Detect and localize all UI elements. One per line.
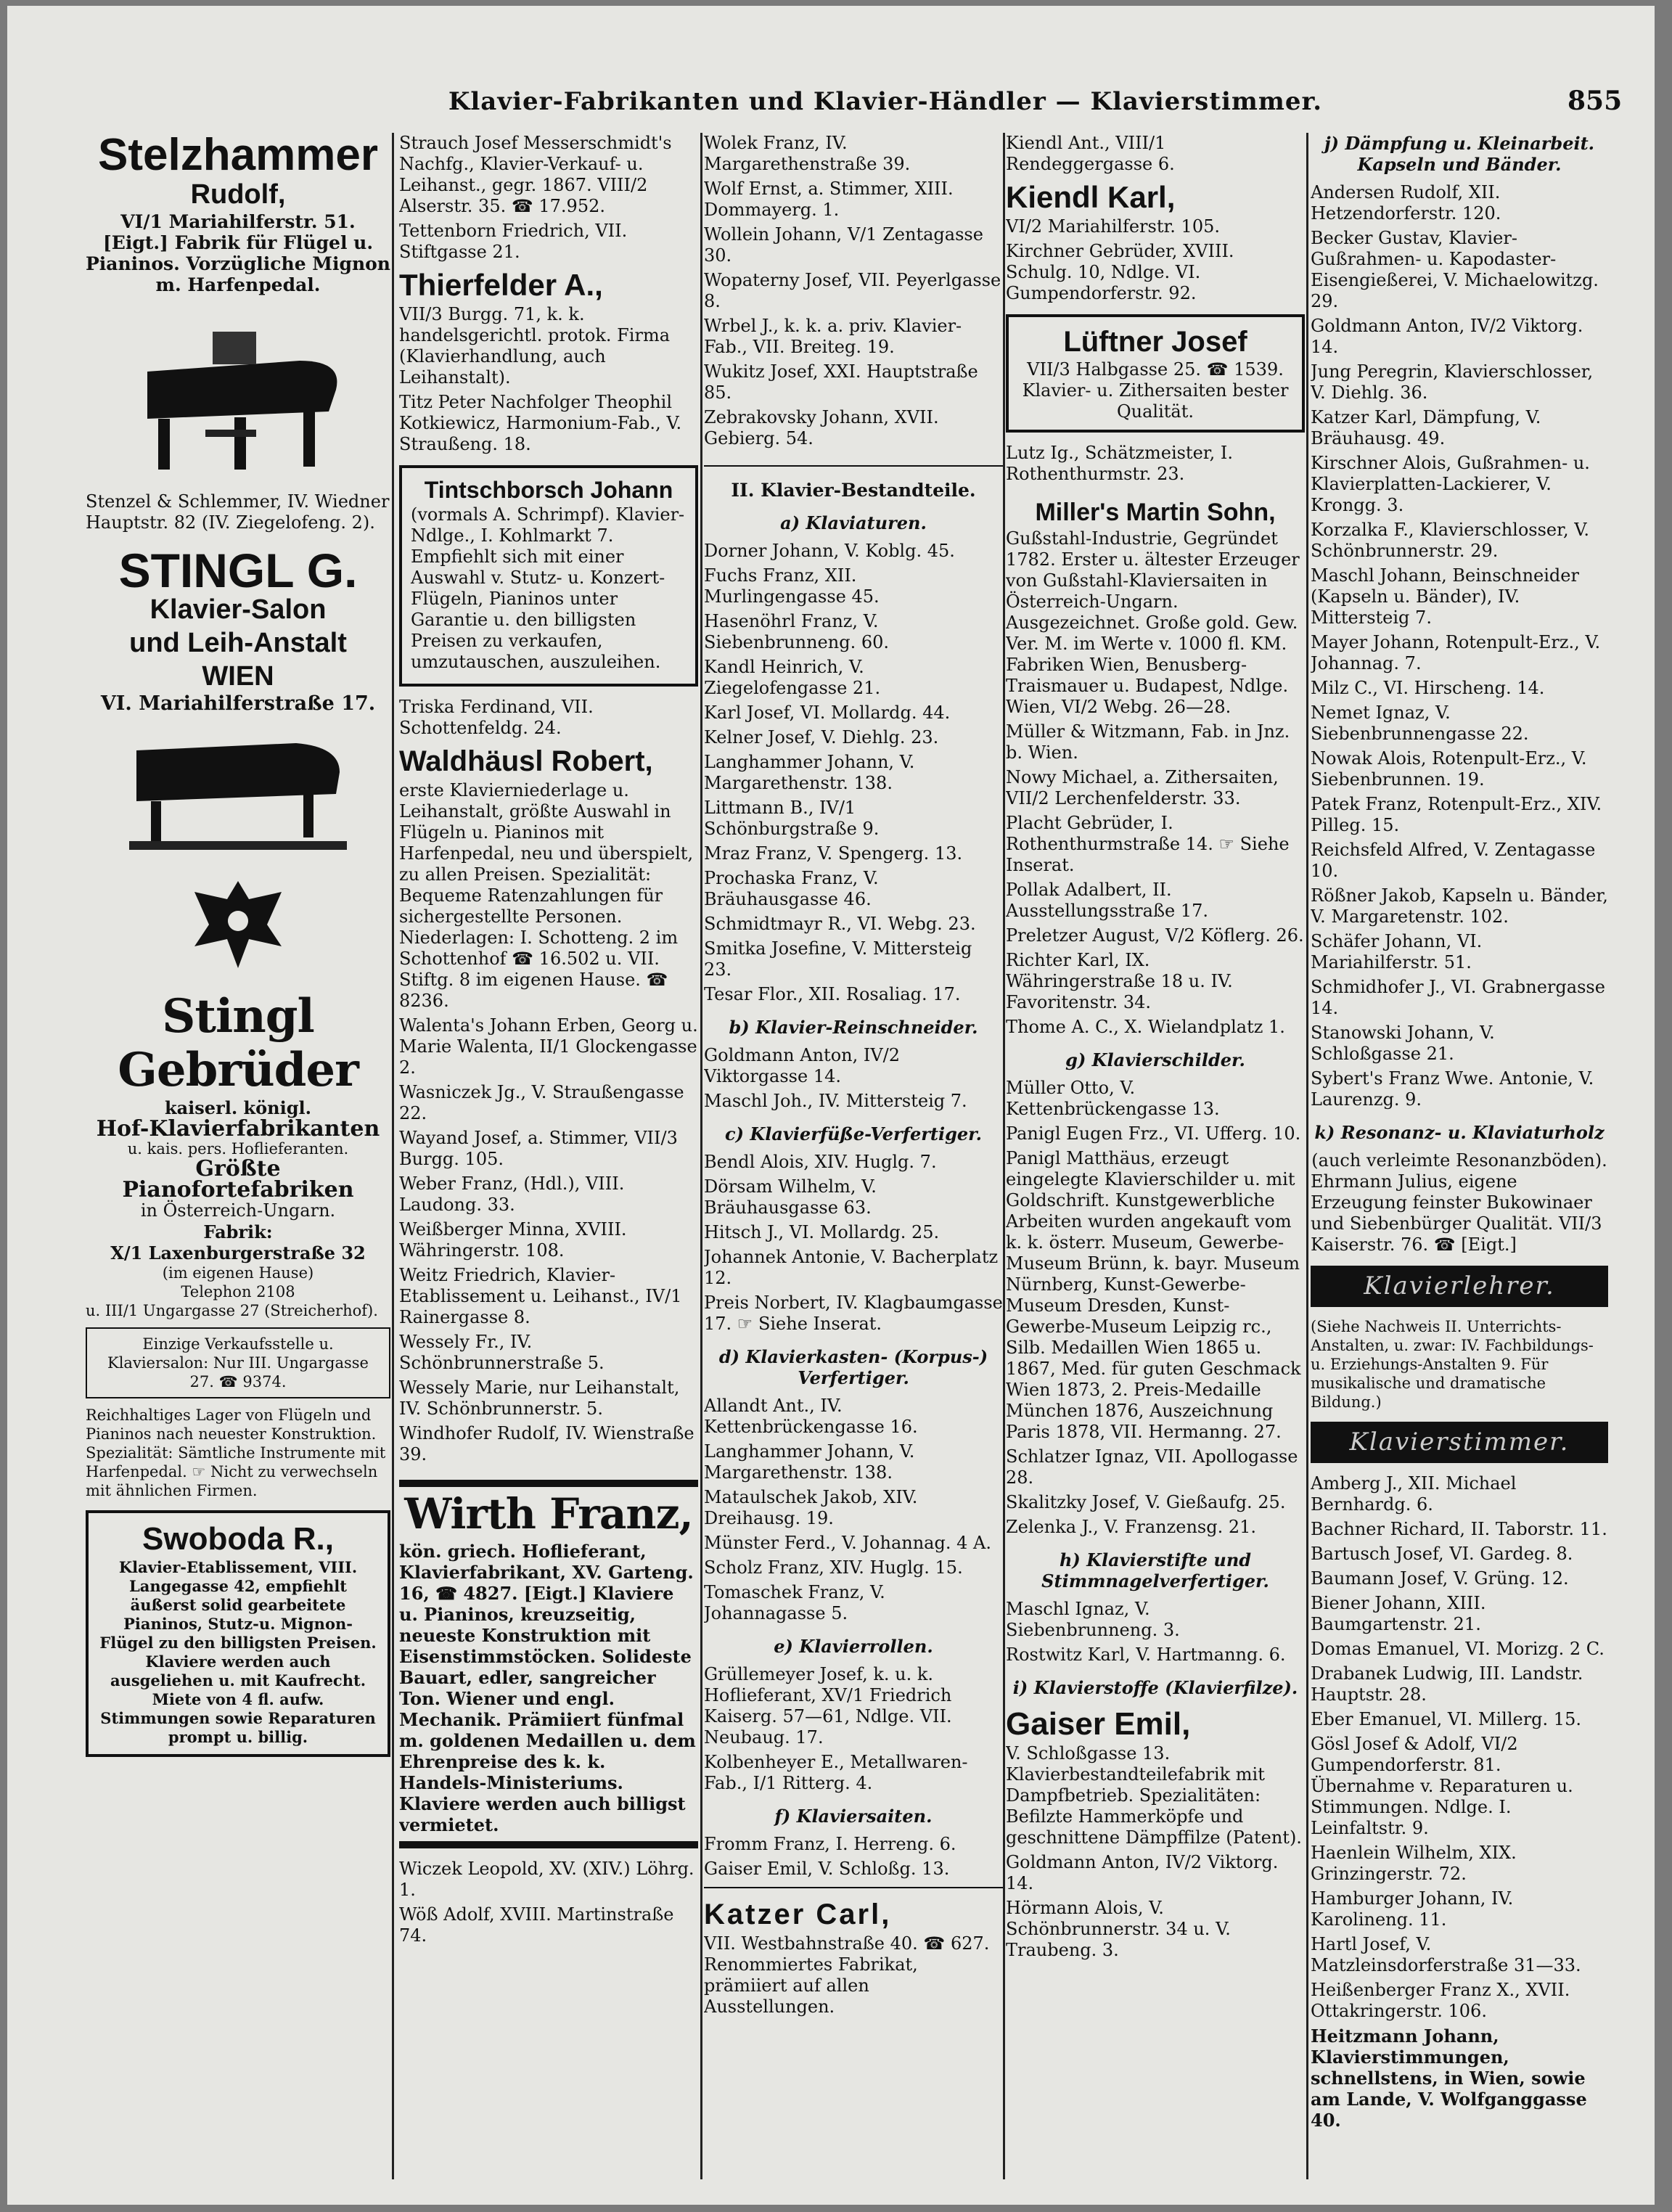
entry: Nowak Alois, Rotenpult-Erz., V. Siebenbrunnen. 19.	[1311, 748, 1587, 790]
entry: Wiczek Leopold, XV. (XIV.) Löhrg. 1.	[399, 1859, 694, 1900]
ad-stingl-gebrueder-line9: Telephon 2108	[181, 1283, 295, 1300]
entry: Triska Ferdinand, VII. Schottenfeldg. 24.	[399, 697, 594, 738]
entry: Hörmann Alois, V. Schönbrunnerstr. 34 u. V. Traubeng. 3.	[1006, 1898, 1231, 1960]
entry: Kiendl Ant., VIII/1 Rendeggergasse 6.	[1006, 133, 1175, 174]
entry: Zelenka J., V. Franzensg. 21.	[1006, 1517, 1257, 1537]
ad-swoboda-text: Klavier-Etablissement, VIII. Langegasse 42, empfiehlt äußerst solid gearbeitete Pianinos, Stutz-u. Mignon-Flügel zu den billigsten Preisen. Klaviere werden auch ausgeliehen u. mit Kaufrecht. Miete von 4 fl. aufw. Stimmungen sowie Reparaturen prompt u. billig.	[99, 1558, 377, 1746]
section-heading: II. Klavier-Bestandteile.	[731, 480, 976, 501]
entry: Kolbenheyer E., Metallwaren-Fab., I/1 Ritterg. 4.	[704, 1752, 968, 1793]
entry: Heißenberger Franz X., XVII. Ottakringerstr. 106.	[1311, 1980, 1570, 2021]
ad-wirth-name: Wirth Franz,	[404, 1489, 693, 1539]
subsection-heading: c) Klavierfüße-Verfertiger.	[725, 1123, 982, 1144]
entry: Maschl Joh., IV. Mittersteig 7.	[704, 1091, 967, 1111]
entry: Schlatzer Ignaz, VII. Apollogasse 28.	[1006, 1446, 1298, 1488]
entry: Nowy Michael, a. Zithersaiten, VII/2 Lerchenfelderstr. 33.	[1006, 767, 1279, 808]
entry: Titz Peter Nachfolger Theophil Kotkiewicz, Harmonium-Fab., V. Straußeng. 18.	[399, 392, 682, 454]
entry: Strauch Josef Messerschmidt's Nachfg., Klavier-Verkauf- u. Leihanst., gegr. 1867. VIII/2 Alserstr. 35. ☎ 17.952.	[399, 133, 672, 216]
entry: Tomaschek Franz, V. Johannagasse 5.	[704, 1582, 885, 1623]
ad-stingl-gebrueder-line5: in Österreich-Ungarn.	[140, 1200, 336, 1221]
ad-stingl-gebrueder-line1: kaiserl. königl.	[164, 1097, 311, 1118]
entry: Schmidtmayr R., VI. Webg. 23.	[704, 914, 976, 934]
subsection-heading: a) Klaviaturen.	[780, 512, 927, 533]
entry: Katzer Karl, Dämpfung, V. Bräuhausg. 49.	[1311, 407, 1541, 448]
grand-piano-illustration	[118, 303, 358, 484]
entry: Hitsch J., VI. Mollardg. 25.	[704, 1222, 940, 1242]
entry: Preletzer August, V/2 Köflerg. 26.	[1006, 925, 1304, 946]
entry: Lutz Ig., Schätzmeister, I. Rothenthurmstr. 23.	[1006, 443, 1233, 484]
entry: Panigl Matthäus, erzeugt eingelegte Klavierschilder u. mit Goldschrift. Kunstgewerbliche Arbeiten wurden angekauft vom k. k. österr. Museum, Gewerbe-Museum Brünn, k. bayr. Museum Nürnberg, Kunst-Gewerbe-Museum Dresden, Kunst-Gewerbe-Museum Leipzig rc., Silb. Medaillen Wien 1865 u. 1867, Med. für guten Geschmack Wien 1873, 2. Preis-Medaille München 1876, Auszeichnung Paris 1878, VII. Hermanng. 27.	[1006, 1148, 1301, 1442]
entry: Thome A. C., X. Wielandplatz 1.	[1006, 1017, 1285, 1037]
section-rule	[704, 1887, 1003, 1888]
entry: Münster Ferd., V. Johannag. 4 A.	[704, 1533, 991, 1553]
entry: Korzalka F., Klavierschlosser, V. Schönbrunnerstr. 29.	[1311, 520, 1589, 561]
section-band: Klavierlehrer.	[1311, 1266, 1608, 1307]
entry: Fromm Franz, I. Herreng. 6.	[704, 1834, 956, 1854]
entry: Wollein Johann, V/1 Zentagasse 30.	[704, 224, 983, 266]
ad-miller-text: Gußstahl-Industrie, Gegründet 1782. Erster u. ältester Erzeuger von Gußstahl-Klaviersaiten in Österreich-Ungarn. Ausgezeichnet. Große gold. Gew. Ver. M. im Werte v. 1000 fl. KM. Fabriken Wien, Benusberg-Traismauer u. Budapest, Ndlge. Wien, VI/2 Webg. 26—28.	[1006, 528, 1300, 717]
ad-stingl-g-line3: WIEN	[202, 661, 274, 692]
running-title: Klavier-Fabrikanten und Klavier-Händler — Klavierstimmer.	[448, 87, 1323, 116]
entry: Karl Josef, VI. Mollardg. 44.	[704, 702, 951, 723]
entry: Goldmann Anton, IV/2 Viktorg. 14.	[1311, 316, 1583, 357]
entry: Schmidhofer J., VI. Grabnergasse 14.	[1311, 977, 1605, 1018]
ad-stingl-g-line2: und Leih-Anstalt	[129, 628, 347, 658]
entry: Richter Karl, IX. Währingerstraße 18 u. IV. Favoritenstr. 34.	[1006, 950, 1233, 1012]
subsection-heading: g) Klavierschilder.	[1065, 1049, 1245, 1070]
subsection-note: (auch verleimte Resonanzböden).	[1311, 1150, 1607, 1171]
entry: Tesar Flor., XII. Rosaliag. 17.	[704, 984, 961, 1004]
entry: Weber Franz, (Hdl.), VIII. Laudong. 33.	[399, 1173, 625, 1215]
entry: Wolf Ernst, a. Stimmer, XIII. Dommayerg. 1.	[704, 179, 954, 220]
entry: Weitz Friedrich, Klavier-Etablissement u. Leihanst., IV/1 Rainergasse 8.	[399, 1265, 682, 1327]
entry: Haenlein Wilhelm, XIX. Grinzingerstr. 72.	[1311, 1843, 1517, 1884]
ad-stingl-gebrueder-line6: Fabrik:	[203, 1221, 273, 1242]
entry: Müller & Witzmann, Fab. in Jnz. b. Wien.	[1006, 721, 1290, 763]
ad-stingl-gebrueder-line3: u. kais. pers. Hoflieferanten.	[127, 1140, 349, 1158]
entry: Nemet Ignaz, V. Siebenbrunnengasse 22.	[1311, 702, 1529, 744]
ad-tintschborsch-text: (vormals A. Schrimpf). Klavier-Ndlge., I. Kohlmarkt 7. Empfiehlt sich mit einer Auswahl v. Stutz- u. Konzert-Flügeln, Pianinos unter Garantie u. den billigsten Preisen zu verkaufen, umzutauschen, auszuleihen.	[411, 504, 685, 672]
subsection-heading: e) Klavierrollen.	[774, 1636, 933, 1657]
entry: Rößner Jakob, Kapseln u. Bänder, V. Margaretenstr. 102.	[1311, 885, 1608, 927]
column-1	[86, 133, 390, 2194]
entry: Placht Gebrüder, I. Rothenthurmstraße 14. ☞ Siehe Inserat.	[1006, 813, 1290, 875]
ad-gaiser-text: V. Schloßgasse 13. Klavierbestandteilefabrik mit Dampfbetrieb. Spezialitäten: Befilzte Hammerköpfe und geschnittene Dämpffilze (Patent).	[1006, 1743, 1302, 1848]
ad-gaiser-name: Gaiser Emil,	[1006, 1706, 1191, 1742]
ad-luftner-box	[1006, 314, 1305, 433]
entry: Windhofer Rudolf, IV. Wienstraße 39.	[399, 1423, 694, 1465]
column-rule	[1003, 133, 1005, 2179]
entry: Fuchs Franz, XII. Murlingengasse 45.	[704, 565, 880, 607]
column-4	[1006, 133, 1305, 2194]
entry: Drabanek Ludwig, III. Landstr. Hauptstr. 28.	[1311, 1663, 1583, 1705]
cross-reference-note: (Siehe Nachweis II. Unterrichts-Anstalten, u. zwar: IV. Fachbildungs- u. Erziehungs-Anstalten 9. Für musikalische und dramatische Bildung.)	[1311, 1318, 1594, 1411]
entry: Allandt Ant., IV. Kettenbrückengasse 16.	[704, 1396, 918, 1437]
entry: Pollak Adalbert, II. Ausstellungsstraße 17.	[1006, 880, 1208, 921]
entry: Andersen Rudolf, XII. Hetzendorferstr. 120.	[1311, 182, 1501, 224]
ad-stingl-gebrueder-line4: Größte Pianofortefabriken	[122, 1156, 354, 1203]
ad-thierfelder-text: VII/3 Burgg. 71, k. k. handelsgerichtl. protok. Firma (Klavierhandlung, auch Leihanstalt).	[399, 304, 671, 388]
entry: Dörsam Wilhelm, V. Bräuhausgasse 63.	[704, 1176, 877, 1218]
entry: Grüllemeyer Josef, k. u. k. Hoflieferant, XV/1 Friedrich Kaiserg. 57—61, Ndlge. VII. Neubaug. 17.	[704, 1664, 952, 1748]
entry: Gaiser Emil, V. Schloßg. 13.	[704, 1859, 950, 1879]
entry: Dorner Johann, V. Koblg. 45.	[704, 541, 955, 561]
entry: Panigl Eugen Frz., VI. Ufferg. 10.	[1006, 1123, 1301, 1144]
ad-stelzhammer-first: Rudolf,	[190, 179, 286, 210]
entry: Wopaterny Josef, VII. Peyerlgasse 8.	[704, 270, 1001, 311]
entry: Wayand Josef, a. Stimmer, VII/3 Burgg. 105.	[399, 1128, 678, 1169]
ad-wirth-text: kön. griech. Hoflieferant, Klavierfabrikant, XV. Garteng. 16, ☎ 4827. [Eigt.] Klaviere u. Pianinos, kreuzseitig, neueste Konstruktion mit Eisenstimmstöcken. Solideste Bauart, edler, sangreicher Ton. Wiener und engl. Mechanik. Prämiiert fünfmal m. goldenen Medaillen u. dem Ehrenpreise des k. k. Handels-Ministeriums. Klaviere werden auch billigst vermietet.	[399, 1541, 696, 1835]
ad-stingl-gebrueder-name: Stingl Gebrüder	[118, 989, 358, 1097]
entry: Scholz Franz, XIV. Huglg. 15.	[704, 1557, 963, 1578]
entry: Wukitz Josef, XXI. Hauptstraße 85.	[704, 361, 978, 403]
ad-waldhaeusl-name: Waldhäusl Robert,	[399, 745, 653, 777]
ad-swoboda-name: Swoboda R.,	[142, 1521, 334, 1557]
entry: Domas Emanuel, VI. Morizg. 2 C.	[1311, 1639, 1605, 1659]
ad-stingl-g-name: STINGL G.	[118, 544, 358, 597]
entry: Littmann B., IV/1 Schönburgstraße 9.	[704, 798, 880, 839]
entry: Hamburger Johann, IV. Karolineng. 11.	[1311, 1888, 1514, 1930]
entry: Mataulschek Jakob, XIV. Dreihausg. 19.	[704, 1487, 918, 1528]
entry: Hasenöhrl Franz, V. Siebenbrunneng. 60.	[704, 611, 889, 652]
ad-luftner-name: Lüftner Josef	[1063, 326, 1247, 358]
ad-stingl-gebrueder-box: Einzige Verkaufsstelle u. Klaviersalon: Nur III. Ungargasse 27. ☎ 9374.	[86, 1327, 390, 1398]
entry: Smitka Josefine, V. Mittersteig 23.	[704, 938, 972, 980]
entry: Kelner Josef, V. Diehlg. 23.	[704, 727, 939, 747]
entry: Mayer Johann, Rotenpult-Erz., V. Johannag. 7.	[1311, 632, 1601, 673]
ad-miller-name: Miller's Martin Sohn,	[1035, 499, 1276, 526]
entry: Maschl Johann, Beinschneider (Kapseln u. Bänder), IV. Mittersteig 7.	[1311, 565, 1579, 628]
entry: Becker Gustav, Klavier-Gußrahmen- u. Kapodaster-Eisengießerei, V. Michaelowitzg. 29.	[1311, 228, 1599, 311]
ad-katzer-name: Katzer Carl,	[704, 1898, 892, 1930]
entry: Mraz Franz, V. Spengerg. 13.	[704, 843, 963, 864]
entry: Biener Johann, XIII. Baumgartenstr. 21.	[1311, 1593, 1486, 1634]
entry: Jung Peregrin, Klavierschlosser, V. Diehlg. 36.	[1311, 361, 1594, 403]
entry: Wessely Marie, nur Leihanstalt, IV. Schönbrunnerstr. 5.	[399, 1377, 680, 1419]
entry: Skalitzky Josef, V. Gießaufg. 25.	[1006, 1492, 1286, 1512]
section-band: Klavierstimmer.	[1311, 1422, 1608, 1463]
ad-stingl-gebrueder-line8: (im eigenen Hause)	[162, 1264, 314, 1282]
entry: Wasniczek Jg., V. Straußengasse 22.	[399, 1082, 684, 1123]
entry: Goldmann Anton, IV/2 Viktorgasse 14.	[704, 1045, 901, 1086]
entry: Wöß Adolf, XVIII. Martinstraße 74.	[399, 1904, 674, 1946]
ad-katzer-text: VII. Westbahnstraße 40. ☎ 627. Renommiertes Fabrikat, prämiiert auf allen Ausstellungen.	[704, 1933, 990, 2017]
double-eagle-emblem	[180, 867, 296, 983]
entry: Kirchner Gebrüder, XVIII. Schulg. 10, Ndlge. VI. Gumpendorferstr. 92.	[1006, 241, 1234, 303]
subsection-heading: f) Klaviersaiten.	[774, 1806, 933, 1827]
entry: Goldmann Anton, IV/2 Viktorg. 14.	[1006, 1852, 1279, 1893]
entry: Kirschner Alois, Gußrahmen- u. Klavierplatten-Lackierer, V. Krongg. 3.	[1311, 453, 1590, 515]
entry: Maschl Ignaz, V. Siebenbrunneng. 3.	[1006, 1599, 1180, 1640]
entry: Bendl Alois, XIV. Huglg. 7.	[704, 1152, 937, 1172]
ad-stingl-gebrueder-tail: Reichhaltiges Lager von Flügeln und Pianinos nach neuester Konstruktion. Spezialität: Sämtliche Instrumente mit Harfenpedal. ☞ Nicht zu verwechseln mit ähnlichen Firmen.	[86, 1406, 386, 1499]
grand-piano-illustration	[122, 721, 354, 859]
entry: Rostwitz Karl, V. Hartmanng. 6.	[1006, 1644, 1286, 1665]
entry: Wolek Franz, IV. Margarethenstraße 39.	[704, 133, 911, 174]
ad-stingl-g-line4: VI. Mariahilferstraße 17.	[100, 692, 376, 715]
ad-wirth-rule	[399, 1841, 698, 1848]
ad-luftner-text: VII/3 Halbgasse 25. ☎ 1539. Klavier- u. Zithersaiten bester Qualität.	[1022, 359, 1289, 422]
entry: Walenta's Johann Erben, Georg u. Marie Walenta, II/1 Glockengasse 2.	[399, 1015, 698, 1078]
subsection-heading: i) Klavierstoffe (Klavierfilze).	[1012, 1677, 1298, 1698]
entry: Stanowski Johann, V. Schloßgasse 21.	[1311, 1023, 1495, 1064]
directory-page	[7, 6, 1655, 2205]
entry: Amberg J., XII. Michael Bernhardg. 6.	[1311, 1473, 1517, 1515]
entry: Patek Franz, Rotenpult-Erz., XIV. Pilleg. 15.	[1311, 794, 1602, 835]
section-rule	[704, 465, 1003, 467]
entry: Kandl Heinrich, V. Ziegelofengasse 21.	[704, 657, 881, 698]
column-rule	[1306, 133, 1308, 2179]
ad-tintschborsch-box	[399, 465, 698, 687]
entry: Heitzmann Johann, Klavierstimmungen, schnellstens, in Wien, sowie am Lande, V. Wolfganggasse 40.	[1311, 2025, 1587, 2131]
entry-stenzel: Stenzel & Schlemmer, IV. Wiedner Hauptstr. 82 (IV. Ziegelofeng. 2).	[86, 491, 390, 533]
ad-kiendl-text: VI/2 Mariahilferstr. 105.	[1006, 216, 1220, 237]
entry: Langhammer Johann, V. Margarethenstr. 138.	[704, 752, 915, 793]
entry: Bartusch Josef, VI. Gardeg. 8.	[1311, 1544, 1573, 1564]
ad-waldhaeusl-text: erste Klavierniederlage u. Leihanstalt, größte Auswahl in Flügeln u. Pianinos mit Harfenpedal, neu und überspielt, zu allen Preisen. Spezialität: Bequeme Ratenzahlungen für sichergestellte Personen. Niederlagen: I. Schotteng. 2 im Schottenhof ☎ 16.502 u. VII. Stiftg. 8 im eigenen Hause. ☎ 8236.	[399, 780, 694, 1011]
entry: Bachner Richard, II. Taborstr. 11.	[1311, 1519, 1607, 1539]
entry: Johannek Antonie, V. Bacherplatz 12.	[704, 1247, 999, 1288]
ad-thierfelder-name: Thierfelder A.,	[399, 268, 603, 302]
ad-stingl-gebrueder-line10: u. III/1 Ungargasse 27 (Streicherhof).	[86, 1302, 378, 1319]
subsection-heading: d) Klavierkasten- (Korpus-) Verfertiger.	[718, 1346, 988, 1388]
entry: Eber Emanuel, VI. Millerg. 15.	[1311, 1709, 1581, 1729]
entry: Schäfer Johann, VI. Mariahilferstr. 51.	[1311, 931, 1483, 972]
subsection-heading: j) Dämpfung u. Kleinarbeit. Kapseln und Bänder.	[1324, 133, 1595, 175]
entry: Milz C., VI. Hirscheng. 14.	[1311, 678, 1545, 698]
ad-swoboda-box	[86, 1510, 390, 1757]
ad-stelzhammer-text: VI/1 Mariahilferstr. 51. [Eigt.] Fabrik für Flügel u. Pianinos. Vorzügliche Mignon m. Harfenpedal.	[86, 211, 390, 295]
ad-stingl-gebrueder-line7: X/1 Laxenburgerstraße 32	[110, 1242, 366, 1263]
column-rule	[392, 133, 394, 2179]
column-5	[1311, 133, 1608, 2194]
entry: Zebrakovsky Johann, XVII. Gebierg. 54.	[704, 407, 939, 448]
ad-kiendl-name: Kiendl Karl,	[1006, 180, 1176, 214]
entry: Langhammer Johann, V. Margarethenstr. 138.	[704, 1441, 915, 1483]
entry: Wessely Fr., IV. Schönbrunnerstraße 5.	[399, 1332, 605, 1373]
entry: Sybert's Franz Wwe. Antonie, V. Laurenzg. 9.	[1311, 1068, 1594, 1110]
entry: Hartl Josef, V. Matzleinsdorferstraße 31—33.	[1311, 1934, 1581, 1975]
entry: Ehrmann Julius, eigene Erzeugung feinster Bukowinaer und Siebenbürger Qualität. VII/3 Kaiserstr. 76. ☎ [Eigt.]	[1311, 1171, 1602, 1255]
ad-wirth-box	[399, 1480, 698, 1848]
column-3	[704, 133, 1003, 2194]
entry: Baumann Josef, V. Grüng. 12.	[1311, 1568, 1569, 1589]
ad-stelzhammer-name: Stelzhammer	[98, 133, 378, 180]
entry: Wrbel J., k. k. a. priv. Klavier-Fab., VII. Breiteg. 19.	[704, 316, 962, 357]
ad-tintschborsch-name: Tintschborsch Johann	[424, 477, 673, 503]
entry: Weißberger Minna, XVIII. Währingerstr. 108.	[399, 1219, 627, 1261]
entry: Prochaska Franz, V. Bräuhausgasse 46.	[704, 868, 879, 909]
entry: Preis Norbert, IV. Klagbaumgasse 17. ☞ Siehe Inserat.	[704, 1293, 1003, 1334]
column-2	[399, 133, 698, 2194]
ad-stingl-g-line1: Klavier-Salon	[149, 594, 327, 625]
column-rule	[700, 133, 702, 2179]
subsection-heading: k) Resonanz- u. Klaviaturholz	[1314, 1122, 1605, 1143]
ad-stingl-gebrueder-line2: Hof-Klavierfabrikanten	[96, 1116, 380, 1142]
subsection-heading: h) Klavierstifte und Stimmnagelverfertiger.	[1041, 1549, 1269, 1592]
subsection-heading: b) Klavier-Reinschneider.	[729, 1017, 978, 1038]
entry: Müller Otto, V. Kettenbrückengasse 13.	[1006, 1078, 1220, 1119]
entry: Gösl Josef & Adolf, VI/2 Gumpendorferstr. 81. Übernahme v. Reparaturen u. Stimmungen. Ndlge. I. Leinfaltstr. 9.	[1311, 1734, 1573, 1838]
page-number: 855	[1568, 86, 1623, 116]
entry: Reichsfeld Alfred, V. Zentagasse 10.	[1311, 840, 1596, 881]
entry: Tettenborn Friedrich, VII. Stiftgasse 21.	[399, 221, 628, 262]
